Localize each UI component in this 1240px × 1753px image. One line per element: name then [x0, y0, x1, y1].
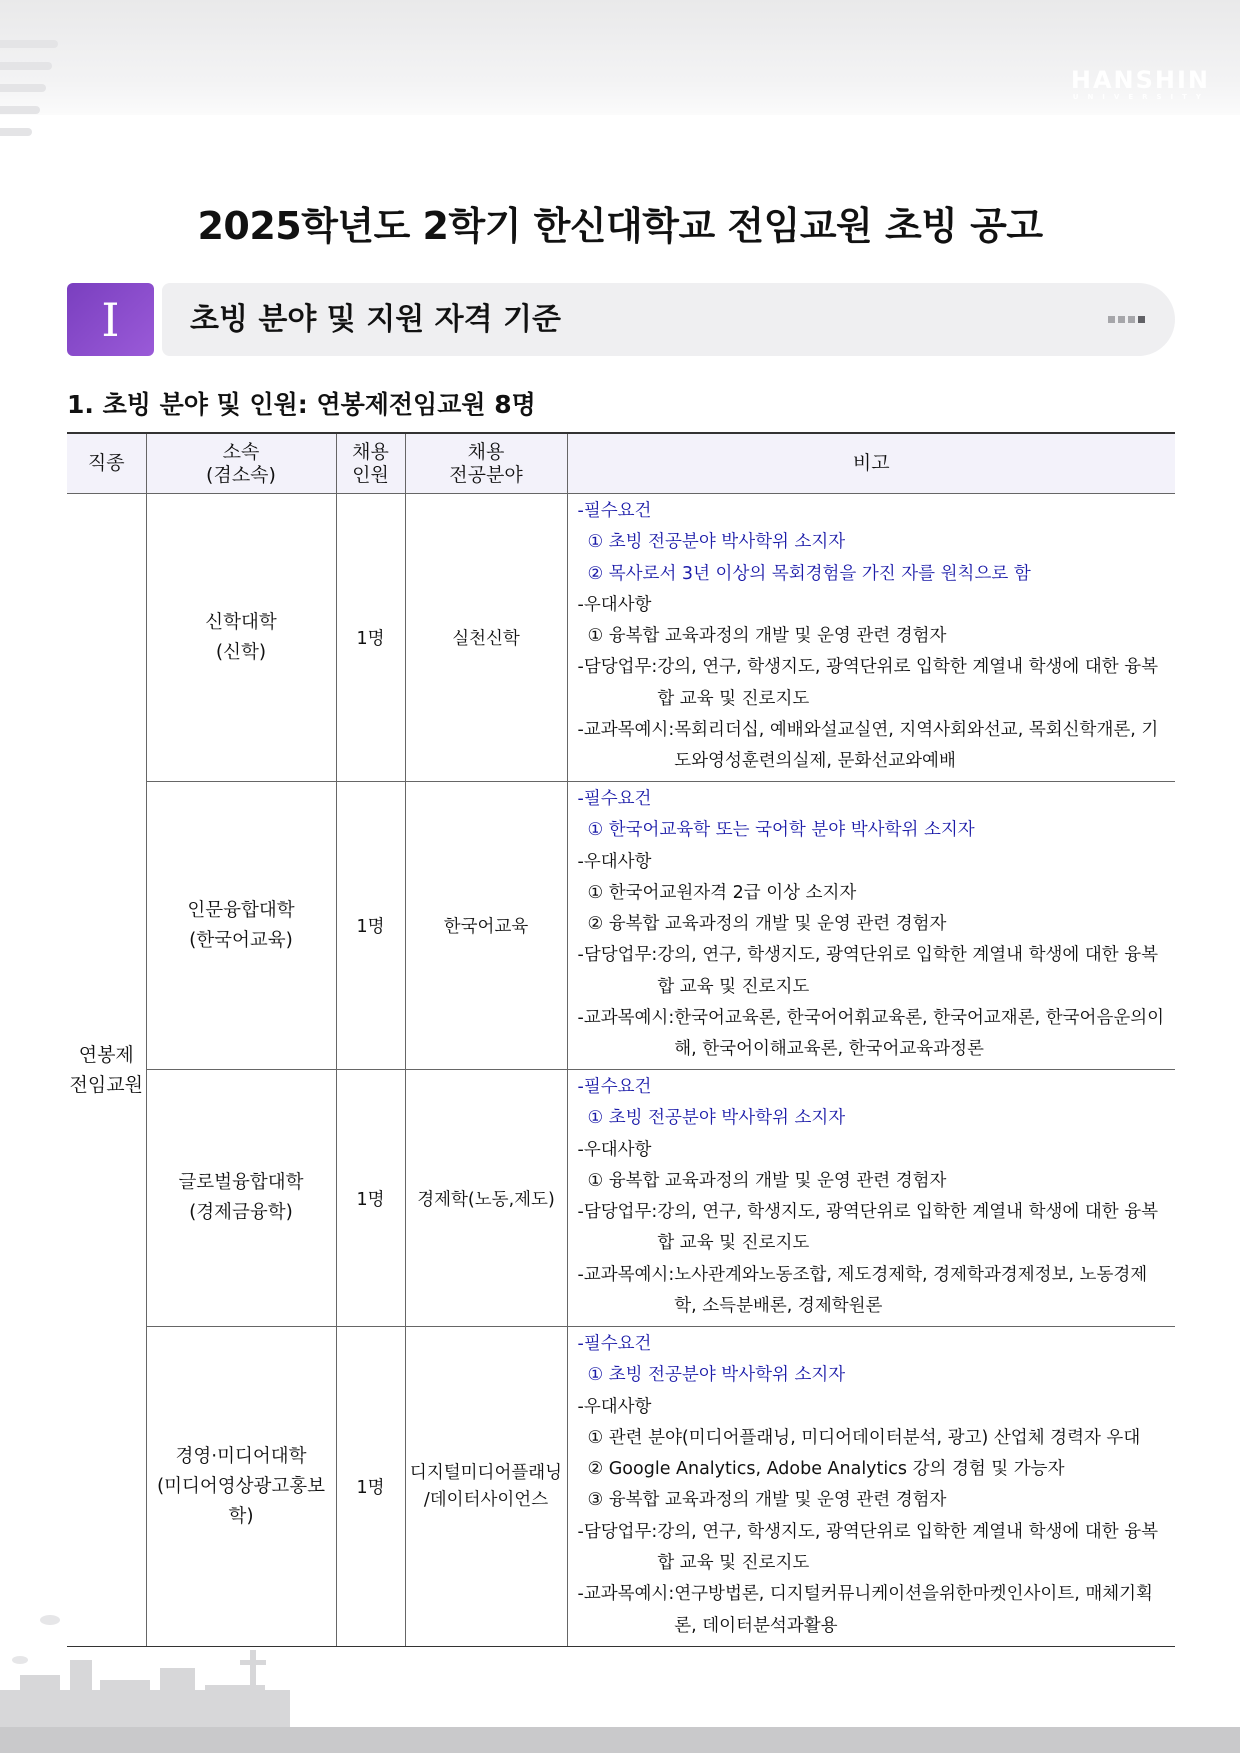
logo-main-text: HANSHIN — [1070, 66, 1210, 94]
affiliation-cell: 글로벌융합대학 (경제금융학) — [146, 1070, 336, 1327]
university-logo — [1071, 68, 1210, 102]
count-cell: 1명 — [336, 1070, 405, 1327]
note-cell: -필수요건 ① 초빙 전공분야 박사학위 소지자 ② 목사로서 3년 이상의 목회경험을 가진 자를 원칙으로 함 -우대사항 ① 융복합 교육과정의 개발 및 운영 관련 경험자 -담당업무: 강의, 연구, 학생지도, 광역단위로 입학한 계열내 학생에 대한 융복합 교육 및 진로지도 -교과목예시: 목회리더십, 예배와설교실연, 지역사회와선교, 목회신학개론, 기도와영성훈련의실제, 문화선교와예배 — [567, 494, 1175, 782]
note-cell: -필수요건 ① 초빙 전공분야 박사학위 소지자 -우대사항 ① 융복합 교육과정의 개발 및 운영 관련 경험자 -담당업무: 강의, 연구, 학생지도, 광역단위로 입학한 계열내 학생에 대한 융복합 교육 및 진로지도 -교과목예시: 노사관계와노동조합, 제도경제학, 경제학과경제정보, 노동경제학, 소득분배론, 경제학원론 — [567, 1070, 1175, 1327]
header-note: 비고 — [567, 433, 1175, 494]
section-numeral: I — [67, 283, 154, 356]
affiliation-cell: 신학대학 (신학) — [146, 494, 336, 782]
field-cell: 실천신학 — [405, 494, 567, 782]
table-header-row — [67, 433, 1175, 494]
note-cell: -필수요건 ① 한국어교육학 또는 국어학 분야 박사학위 소지자 -우대사항 ① 한국어교원자격 2급 이상 소지자 ② 융복합 교육과정의 개발 및 운영 관련 경험자 -담당업무: 강의, 연구, 학생지도, 광역단위로 입학한 계열내 학생에 대한 융복합 교육 및 진로지도 -교과목예시: 한국어교육론, 한국어어휘교육론, 한국어교재론, 한국어음운의이해, 한국어이해교육론, 한국어교육과정론 — [567, 782, 1175, 1070]
section-label-box — [162, 283, 1175, 356]
page-footer-band — [0, 1727, 1240, 1753]
page-header-band — [0, 0, 1240, 115]
table-row — [67, 1070, 1175, 1327]
job-kind-cell: 연봉제 전임교원 — [67, 494, 146, 1647]
header-kind: 직종 — [67, 433, 146, 494]
logo-sub-text: UNIVERSITY — [1072, 93, 1210, 101]
header-field: 채용 전공분야 — [405, 433, 567, 494]
table-row — [67, 782, 1175, 1070]
note-cell: -필수요건 ① 초빙 전공분야 박사학위 소지자 -우대사항 ① 관련 분야(미디어플래닝, 미디어데이터분석, 광고) 산업체 경력자 우대 ② Google Analytics, Adobe Analytics 강의 경험 및 가능자 ③ 융복합 교육과정의 개발 및 운영 관련 경험자 -담당업무: 강의, 연구, 학생지도, 광역단위로 입학한 계열내 학생에 대한 융복합 교육 및 진로지도 -교과목예시: 연구방법론, 디지털커뮤니케이션을위한마켓인사이트, 매체기획론, 데이터분석과활용 — [567, 1327, 1175, 1647]
count-cell: 1명 — [336, 1327, 405, 1647]
table-row — [67, 494, 1175, 782]
section-header — [67, 283, 1175, 356]
field-cell: 한국어교육 — [405, 782, 567, 1070]
count-cell: 1명 — [336, 494, 405, 782]
document-title: 2025학년도 2학기 한신대학교 전임교원 초빙 공고 — [197, 204, 1043, 248]
section-label: 초빙 분야 및 지원 자격 기준 — [190, 302, 562, 337]
section-dots-decoration — [1108, 316, 1145, 323]
field-cell: 경제학(노동,제도) — [405, 1070, 567, 1327]
header-decoration — [0, 40, 58, 150]
affiliation-cell: 인문융합대학 (한국어교육) — [146, 782, 336, 1070]
field-cell: 디지털미디어플래닝 /데이터사이언스 — [405, 1327, 567, 1647]
count-cell: 1명 — [336, 782, 405, 1070]
header-count: 채용 인원 — [336, 433, 405, 494]
affiliation-cell: 경영·미디어대학 (미디어영상광고홍보학) — [146, 1327, 336, 1647]
recruitment-table — [67, 432, 1175, 1647]
campus-skyline-illustration — [0, 1580, 300, 1730]
header-affiliation: 소속 (겸소속) — [146, 433, 336, 494]
subsection-heading: 1. 초빙 분야 및 인원: 연봉제전임교원 8명 — [67, 390, 536, 419]
